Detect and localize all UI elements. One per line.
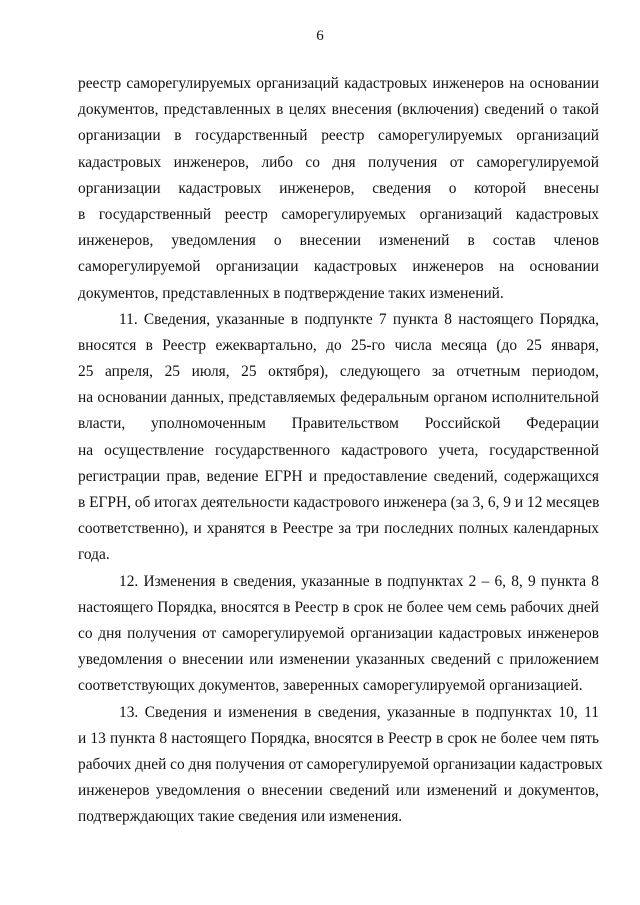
page-number: 6: [316, 28, 324, 44]
text-line: в ЕГРН, об итогах деятельности кадастрового инженера (за 3, 6, 9 и 12 месяцев: [78, 494, 600, 511]
text-line: на осуществление государственного кадастрового учета, государственной: [78, 441, 599, 459]
text-line: 12. Изменения в сведения, указанные в подпунктах 2 – 6, 8, 9 пункта 8: [119, 572, 599, 590]
paragraph-continuation: [78, 71, 599, 307]
text-line: реестр саморегулируемых организаций кадастровых инженеров на основании: [78, 75, 599, 92]
paragraph-12: [78, 569, 599, 700]
text-line: организации кадастровых инженеров, сведения о которой внесены: [78, 179, 599, 197]
text-line: настоящего Порядка, вносятся в Реестр в срок не более чем семь рабочих дней: [78, 598, 599, 616]
text-line: рабочих дней со дня получения от саморегулируемой организации кадастровых: [78, 755, 603, 773]
text-line: кадастровых инженеров, либо со дня получения от саморегулируемой: [78, 153, 599, 171]
text-line: инженеров уведомления о внесении сведений или изменений и документов,: [78, 782, 599, 800]
text-line: 11. Сведения, указанные в подпункте 7 пункта 8 настоящего Порядка,: [119, 310, 599, 328]
paragraph-13: [78, 700, 603, 831]
text-line: документов, представленных в целях внесения (включения) сведений о такой: [78, 101, 599, 119]
text-line: на основании данных, представляемых федеральным органом исполнительной: [78, 389, 599, 407]
text-line: в государственный реестр саморегулируемых организаций кадастровых: [78, 205, 599, 223]
paragraph-11: [78, 307, 599, 569]
text-line: соответствующих документов, заверенных саморегулируемой организацией.: [78, 677, 583, 695]
text-line: регистрации прав, ведение ЕГРН и предоставление сведений, содержащихся: [78, 467, 599, 485]
text-line: подтверждающих такие сведения или изменения.: [78, 808, 403, 826]
text-line: соответственно), и хранятся в Реестре за три последних полных календарных: [78, 520, 599, 538]
text-line: саморегулируемой организации кадастровых инженеров на основании: [78, 258, 599, 276]
text-line: и 13 пункта 8 настоящего Порядка, вносятся в Реестр в срок не более чем пять: [78, 729, 599, 747]
text-line: документов, представленных в подтверждение таких изменений.: [78, 284, 504, 302]
text-line: инженеров, уведомления о внесении изменений в состав членов: [78, 232, 599, 250]
text-line: уведомления о внесении или изменении указанных сведений с приложением: [78, 651, 599, 669]
text-line: 25 апреля, 25 июля, 25 октября), следующего за отчетным периодом,: [78, 363, 599, 381]
text-line: власти, уполномоченным Правительством Российской Федерации: [78, 415, 599, 433]
text-line: организации в государственный реестр саморегулируемых организаций: [78, 127, 599, 145]
text-line: 13. Сведения и изменения в сведения, указанные в подпунктах 10, 11: [119, 703, 599, 721]
text-line: со дня получения от саморегулируемой организации кадастровых инженеров: [78, 624, 599, 642]
document-body: [78, 71, 603, 830]
text-line: вносятся в Реестр ежеквартально, до 25-го числа месяца (до 25 января,: [78, 336, 599, 354]
text-line: года.: [78, 546, 110, 564]
